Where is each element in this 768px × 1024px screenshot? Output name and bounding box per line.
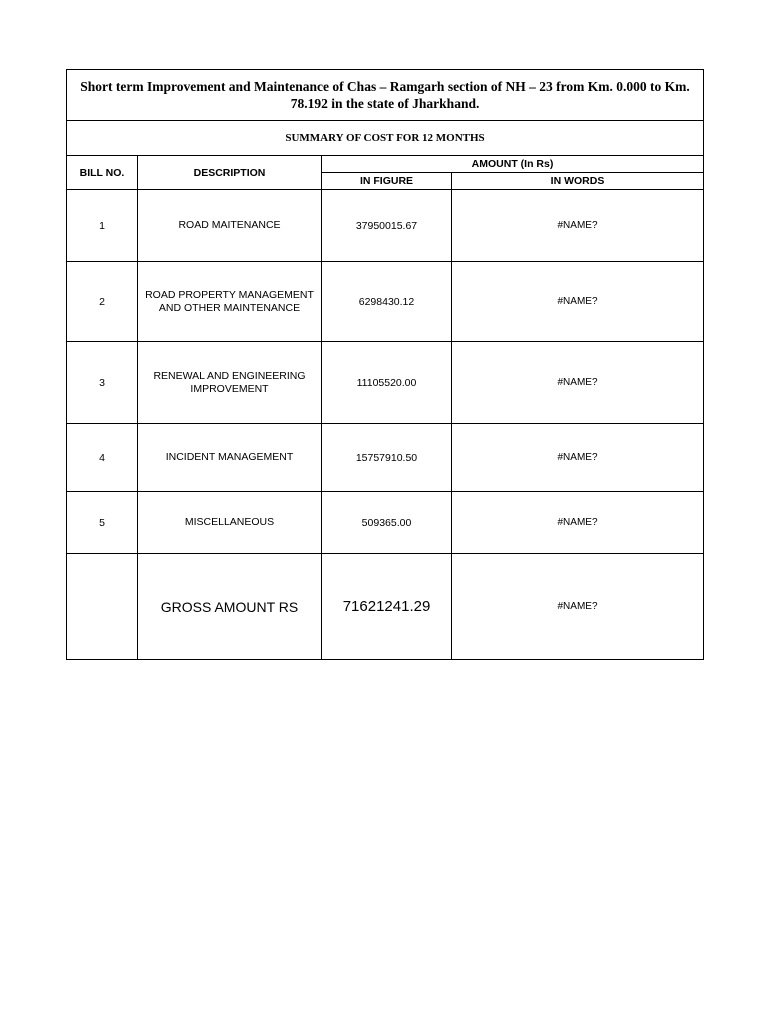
header-row [67, 156, 704, 173]
gross-bill-number [67, 554, 138, 660]
amount-words: #NAME? [452, 424, 704, 492]
summary-row [67, 121, 704, 156]
amount-words: #NAME? [452, 190, 704, 262]
gross-amount-words: #NAME? [452, 554, 704, 660]
bill-number: 5 [67, 492, 138, 554]
header-bill-no: BILL NO. [67, 156, 138, 190]
bill-number: 2 [67, 262, 138, 342]
document-title: Short term Improvement and Maintenance of Chas – Ramgarh section of NH – 23 from Km. 0.000 to Km. 78.192 in the state of Jharkhand. [67, 70, 704, 121]
amount-words: #NAME? [452, 492, 704, 554]
bill-number: 4 [67, 424, 138, 492]
table-row [67, 342, 704, 424]
bill-description: RENEWAL AND ENGINEERING IMPROVEMENT [138, 342, 322, 424]
amount-words: #NAME? [452, 342, 704, 424]
table-row [67, 190, 704, 262]
gross-amount-label: GROSS AMOUNT RS [138, 554, 322, 660]
cost-summary-table [66, 69, 704, 660]
gross-amount-figure: 71621241.29 [322, 554, 452, 660]
bill-description: ROAD PROPERTY MANAGEMENT AND OTHER MAINTENANCE [138, 262, 322, 342]
amount-figure: 6298430.12 [322, 262, 452, 342]
bill-number: 1 [67, 190, 138, 262]
bill-description: INCIDENT MANAGEMENT [138, 424, 322, 492]
amount-figure: 509365.00 [322, 492, 452, 554]
bill-description: ROAD MAITENANCE [138, 190, 322, 262]
amount-words: #NAME? [452, 262, 704, 342]
header-in-figure: IN FIGURE [322, 173, 452, 190]
summary-heading: SUMMARY OF COST FOR 12 MONTHS [67, 121, 704, 156]
amount-figure: 15757910.50 [322, 424, 452, 492]
table-row [67, 424, 704, 492]
gross-row [67, 554, 704, 660]
table-row [67, 492, 704, 554]
header-description: DESCRIPTION [138, 156, 322, 190]
table-row [67, 262, 704, 342]
amount-figure: 37950015.67 [322, 190, 452, 262]
header-amount: AMOUNT (In Rs) [322, 156, 704, 173]
title-row [67, 70, 704, 121]
amount-figure: 11105520.00 [322, 342, 452, 424]
header-in-words: IN WORDS [452, 173, 704, 190]
bill-number: 3 [67, 342, 138, 424]
bill-description: MISCELLANEOUS [138, 492, 322, 554]
